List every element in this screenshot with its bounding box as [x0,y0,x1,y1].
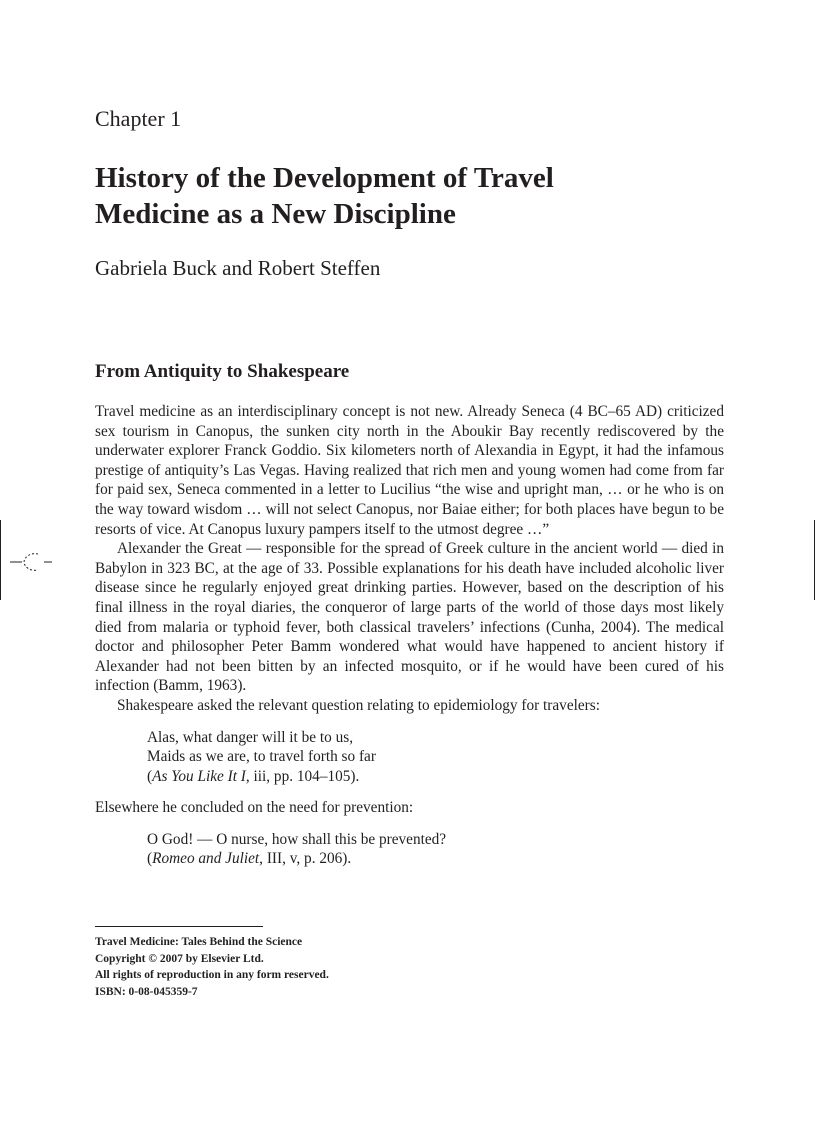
citation-rest: , III, v, p. 206). [259,850,352,868]
quote-romeo-and-juliet [147,830,724,869]
crop-mark-icon [2,549,56,575]
footnote-copyright: Copyright © 2007 by Elsevier Ltd. [95,952,264,965]
paragraph-seneca: Travel medicine as an interdisciplinary concept is not new. Already Seneca (4 BC–65 AD) criticized sex tourism in Canopus, the sunken city north in the Aboukir Bay recently rediscovered by the underwater explorer Franck Goddio. Six kilometers north of Alexandia in Egypt, it had the infamous prestige of antiquity’s Las Vegas. Having realized that rich men and young women had come from far for paid sex, Seneca commented in a letter to Lucilius “the wise and upright man, … or he who is on the way toward wisdom … will not select Canopus, nor Baiae either; for both places have begun to be resorts of vice. At Canopus luxury pampers itself to the utmost degree …” [95,403,724,538]
quote-citation [147,849,724,869]
chapter-title-line-1: History of the Development of Travel [95,162,554,194]
citation-title: Romeo and Juliet [152,850,260,868]
quote-line: Alas, what danger will it be to us, [147,728,354,746]
paragraph-shakespeare: Shakespeare asked the relevant question relating to epidemiology for travelers: [117,696,600,714]
copyright-footnote [95,934,329,1000]
quote-as-you-like-it [147,728,724,787]
citation-open: ( [147,767,153,785]
citation-title: As You Like It I [152,767,246,785]
footnote-rule [95,926,263,927]
citation-rest: , iii, pp. 104–105). [245,767,360,785]
footnote-rights: All rights of reproduction in any form reserved. [95,969,329,981]
footnote-book-title: Travel Medicine: Tales Behind the Science [95,936,303,948]
left-margin-line [0,520,1,600]
paragraph-alexander: Alexander the Great — responsible for the spread of Greek culture in the ancient world — died in Babylon in 323 BC, at the age of 33. Possible explanations for his death have included alcoholic liver disease since he regularly enjoyed great drinking parties. However, based on the description of his final illness in the royal diaries, the conqueror of large parts of the world of those days most likely died from malaria or typhoid fever, both classical travelers’ infections (Cunha, 2004). The medical doctor and philosopher Peter Bamm wondered what would have happened to ancient history if Alexander had not been bitten by an infected mosquito, or if he would have been cured of his infection (Bamm, 1963). [95,540,724,695]
right-margin-line [814,520,815,600]
paragraph-prevention: Elsewhere he concluded on the need for prevention: [95,799,414,817]
chapter-title [95,160,724,232]
section-heading: From Antiquity to Shakespeare [95,361,350,382]
chapter-label: Chapter 1 [95,106,182,131]
body-text [95,402,724,881]
footnote-isbn: ISBN: 0-08-045359-7 [95,985,198,998]
quote-line: O God! — O nurse, how shall this be prevented? [147,830,447,848]
chapter-authors: Gabriela Buck and Robert Steffen [95,256,381,280]
citation-open: ( [147,850,153,868]
quote-citation [147,767,724,787]
chapter-title-line-2: Medicine as a New Discipline [95,198,456,230]
quote-line: Maids as we are, to travel forth so far [147,748,376,766]
